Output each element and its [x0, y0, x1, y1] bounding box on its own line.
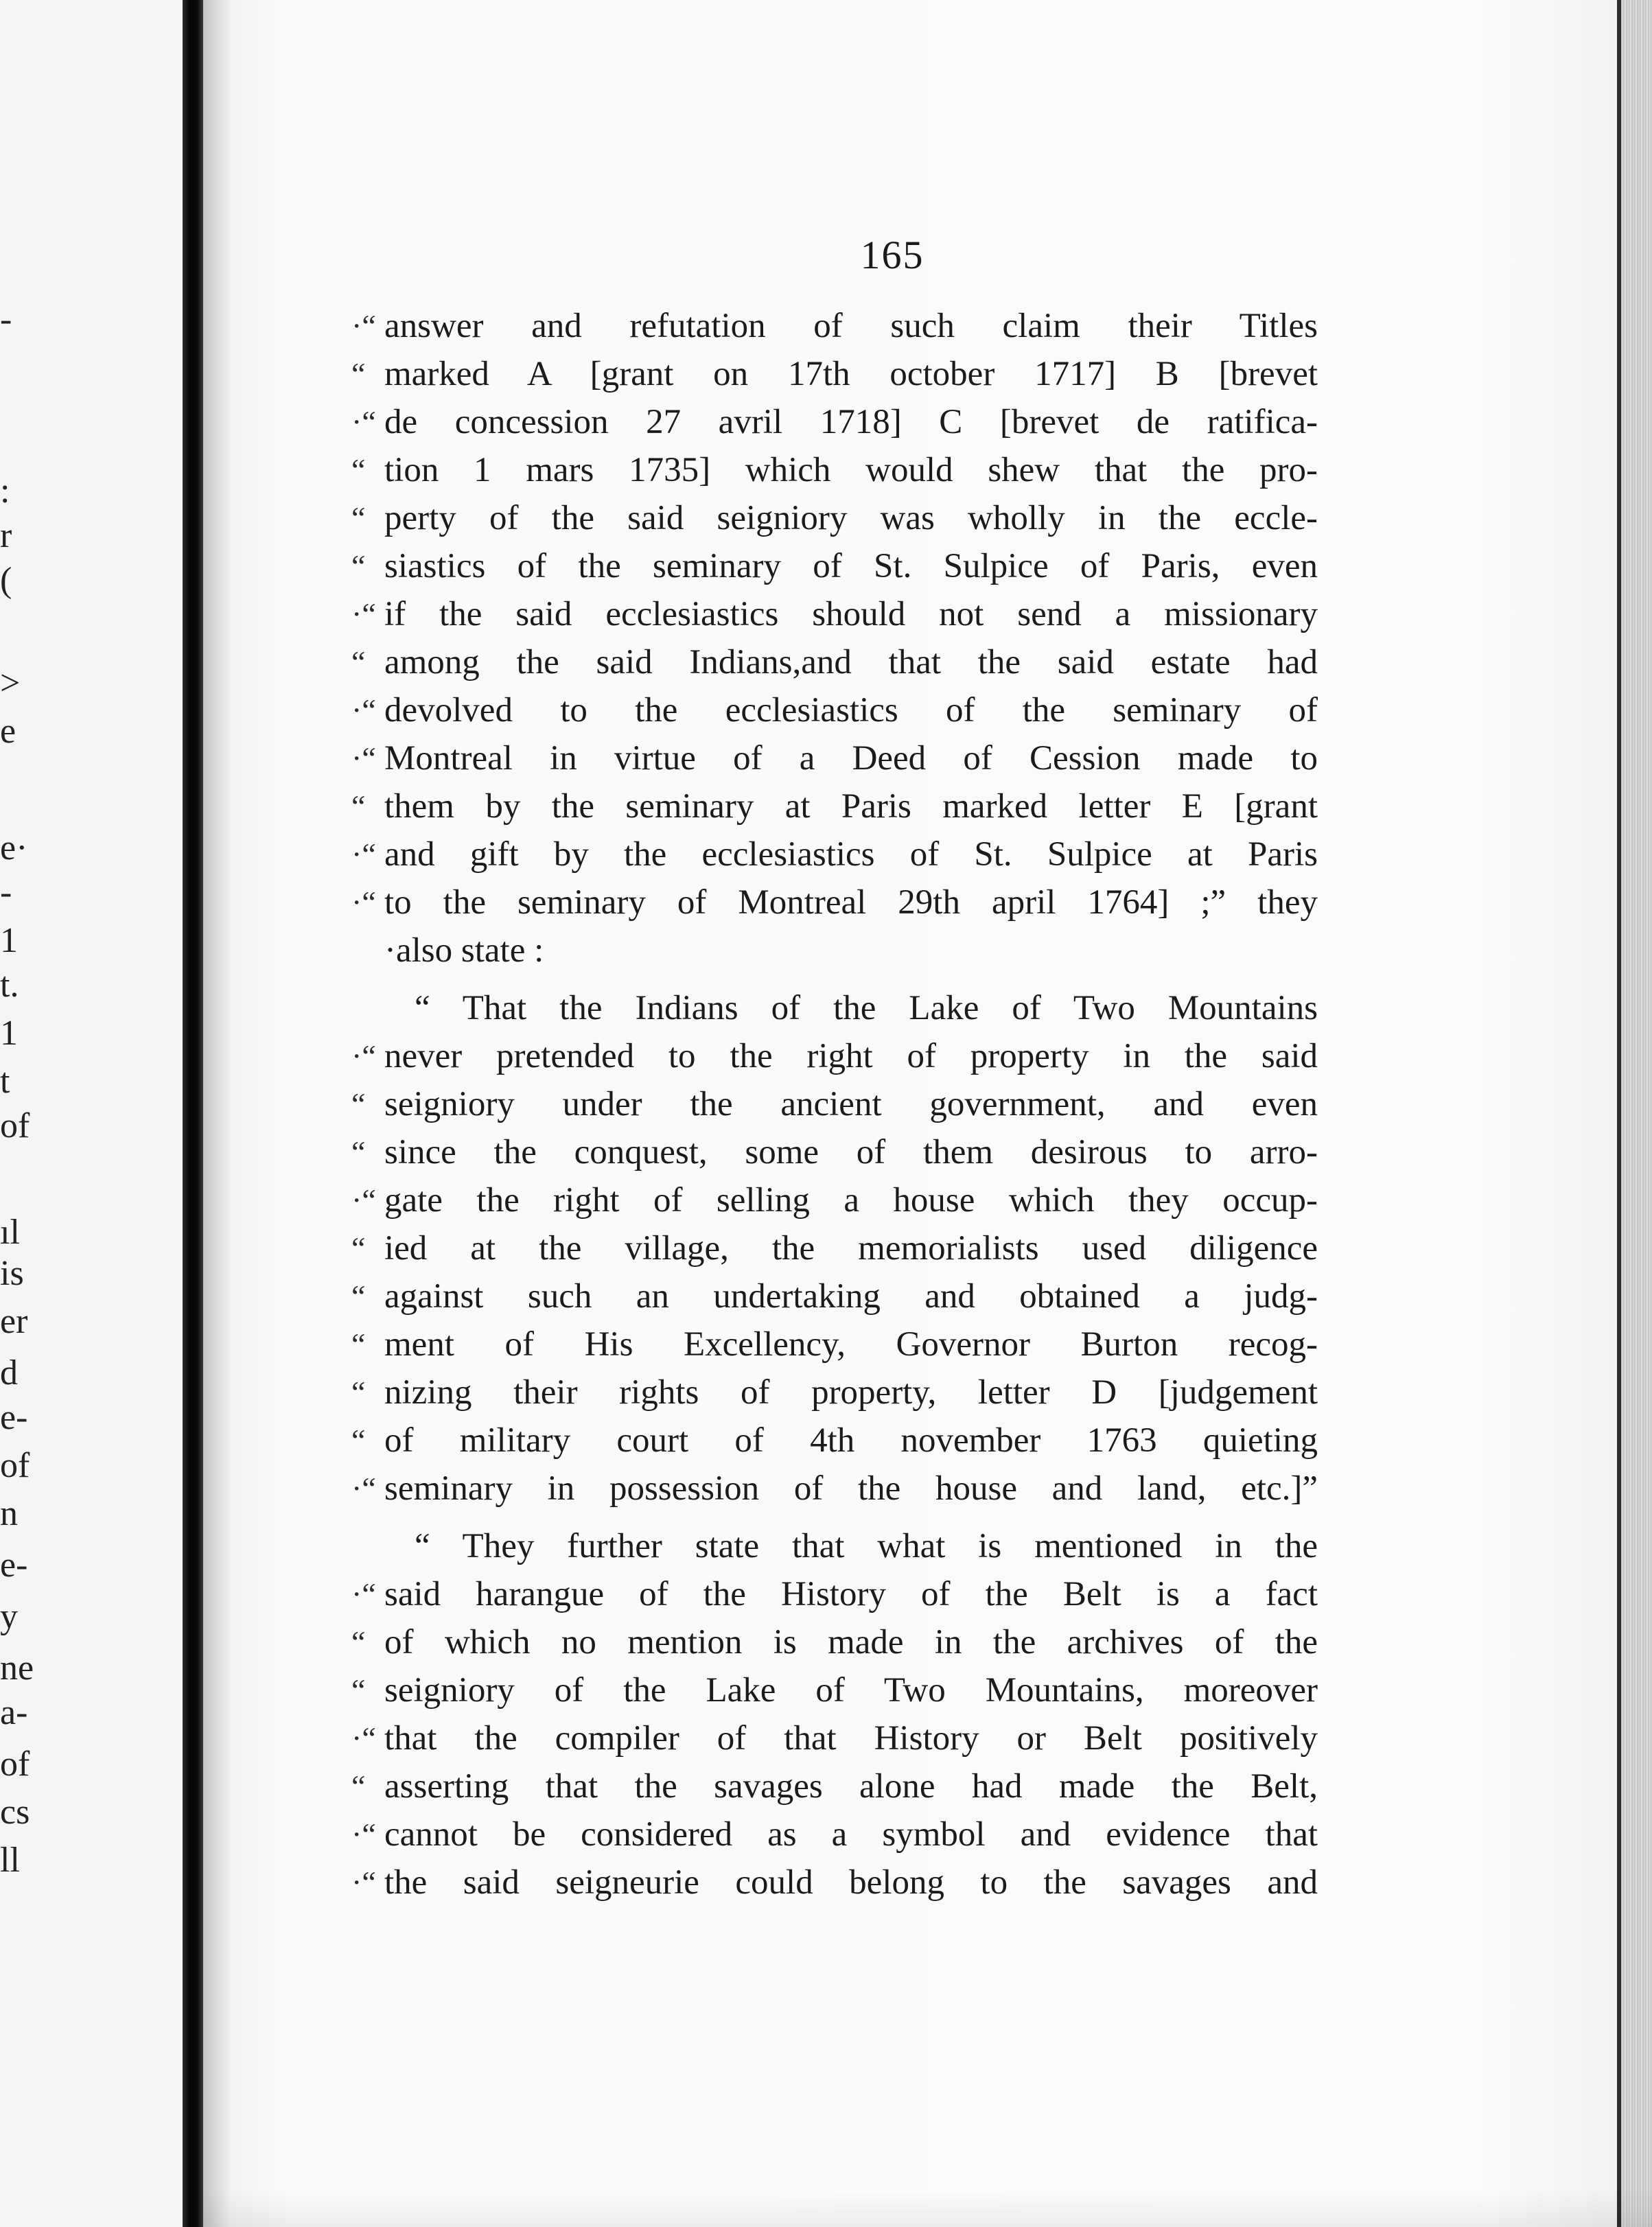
line-quote-mark: “	[351, 1672, 366, 1707]
text-line	[351, 1128, 1318, 1176]
line-text: “ They further state that what is mentioned in the	[415, 1527, 1318, 1565]
page-edge-line	[1617, 0, 1621, 2227]
line-quote-mark: ·“	[351, 1576, 376, 1611]
line-text: nizing their rights of property, letter D [judgement	[384, 1373, 1318, 1412]
line-text: marked A [grant on 17th october 1717] B [brevet	[384, 355, 1318, 393]
line-quote-mark: “	[351, 1375, 366, 1410]
line-quote-mark: “	[351, 789, 366, 824]
left-page-fragment: -	[0, 300, 12, 339]
line-quote-mark: ·“	[351, 404, 376, 439]
text-line	[351, 1224, 1318, 1272]
line-quote-mark: “	[351, 644, 366, 679]
text-line	[351, 1465, 1318, 1513]
line-quote-mark: ·“	[351, 1865, 376, 1900]
left-facing-page	[0, 0, 187, 2227]
line-text: against such an undertaking and obtained a judg-	[384, 1277, 1318, 1316]
line-text: never pretended to the right of property in the said	[384, 1037, 1318, 1075]
text-line	[351, 1416, 1318, 1465]
line-quote-mark: “	[351, 1279, 366, 1314]
text-line	[351, 1858, 1318, 1907]
line-text: tion 1 mars 1735] which would shew that the pro-	[384, 451, 1318, 489]
line-quote-mark: ·“	[351, 837, 376, 872]
text-line	[351, 1666, 1318, 1714]
line-quote-mark: ·“	[351, 692, 376, 727]
text-line	[351, 878, 1318, 926]
text-line	[384, 1522, 1318, 1570]
line-quote-mark: ·“	[351, 1721, 376, 1756]
line-text: if the said ecclesiastics should not send a missionary	[384, 595, 1318, 633]
text-line	[351, 1176, 1318, 1224]
left-page-fragment: er	[0, 1302, 28, 1341]
line-quote-mark: “	[351, 1134, 366, 1169]
paragraph-gap	[384, 1513, 1318, 1522]
text-line	[351, 302, 1318, 350]
line-quote-mark: ·“	[351, 1471, 376, 1506]
line-text: since the conquest, some of them desirous to arro-	[384, 1133, 1318, 1171]
line-text: ·also state :	[384, 931, 544, 970]
line-quote-mark: “	[351, 1624, 366, 1659]
left-page-fragment: t.	[0, 966, 19, 1005]
left-page-fragment: e	[0, 712, 16, 751]
left-page-fragment: 1	[0, 921, 18, 960]
line-text: ment of His Excellency, Governor Burton recog-	[384, 1325, 1318, 1364]
paragraph-gap	[384, 975, 1318, 984]
line-quote-mark: “	[351, 500, 366, 535]
line-quote-mark: “	[351, 1327, 366, 1362]
line-quote-mark: “	[351, 1769, 366, 1804]
left-page-fragment: e·	[0, 828, 28, 867]
line-quote-mark: ·“	[351, 1817, 376, 1852]
line-text: and gift by the ecclesiastics of St. Sulpice at Paris	[384, 835, 1318, 874]
text-line	[351, 398, 1318, 446]
line-text: de concession 27 avril 1718] C [brevet de ratifica-	[384, 403, 1318, 441]
left-page-fragment: :	[0, 471, 10, 511]
line-text: seigniory of the Lake of Two Mountains, moreover	[384, 1671, 1318, 1710]
left-page-fragment: d	[0, 1353, 18, 1392]
line-text: siastics of the seminary of St. Sulpice of Paris, even	[384, 547, 1318, 585]
line-quote-mark: “	[351, 1086, 366, 1121]
line-quote-mark: ·“	[351, 885, 376, 920]
left-page-fragment: is	[0, 1254, 24, 1293]
text-line	[351, 590, 1318, 638]
left-page-fragment: 1	[0, 1014, 18, 1053]
text-line	[351, 830, 1318, 878]
line-quote-mark: “	[351, 548, 366, 583]
left-page-fragment: e-	[0, 1398, 28, 1437]
text-line	[351, 542, 1318, 590]
line-text: that the compiler of that History or Belt positively	[384, 1719, 1318, 1758]
left-page-fragment: of	[0, 1745, 30, 1784]
text-line	[351, 1272, 1318, 1320]
text-line	[351, 350, 1318, 398]
line-text: cannot be considered as a symbol and evidence that	[384, 1815, 1318, 1854]
line-text: to the seminary of Montreal 29th april 1764] ;” they	[384, 883, 1318, 922]
line-quote-mark: ·“	[351, 596, 376, 631]
text-line	[351, 1570, 1318, 1618]
text-line	[351, 1080, 1318, 1128]
line-quote-mark: “	[351, 1231, 366, 1266]
text-line	[384, 926, 1318, 975]
left-page-fragment: -	[0, 873, 12, 912]
page-stack-edge	[1617, 0, 1652, 2227]
line-text: them by the seminary at Paris marked letter E [grant	[384, 787, 1318, 826]
left-page-fragment: r	[0, 516, 12, 555]
left-page-fragment: e-	[0, 1546, 28, 1585]
text-line	[351, 1368, 1318, 1416]
left-page-fragment: ne	[0, 1648, 34, 1688]
text-line	[351, 1320, 1318, 1368]
line-text: of military court of 4th november 1763 quieting	[384, 1421, 1318, 1460]
left-page-fragment: t	[0, 1062, 10, 1101]
line-quote-mark: “	[351, 1423, 366, 1458]
line-quote-mark: ·“	[351, 1038, 376, 1073]
left-page-fragment: n	[0, 1494, 18, 1533]
line-text: said harangue of the History of the Belt is a fact	[384, 1575, 1318, 1613]
text-line	[351, 1714, 1318, 1762]
line-text: gate the right of selling a house which they occup-	[384, 1181, 1318, 1220]
left-page-fragment: ıl	[0, 1213, 20, 1252]
text-line	[351, 1810, 1318, 1858]
left-page-fragment: (	[0, 561, 12, 600]
line-quote-mark: ·“	[351, 1182, 376, 1217]
left-page-fragment: of	[0, 1106, 30, 1145]
line-text: seminary in possession of the house and land, etc.]”	[384, 1469, 1318, 1508]
text-line	[351, 494, 1318, 542]
line-text: seigniory under the ancient government, and even	[384, 1085, 1318, 1123]
line-text: among the said Indians,and that the said estate had	[384, 643, 1318, 681]
left-page-fragment: a-	[0, 1693, 28, 1732]
line-text: answer and refutation of such claim their Titles	[384, 307, 1318, 345]
line-text: the said seigneurie could belong to the savages and	[384, 1863, 1318, 1902]
left-page-fragment: cs	[0, 1793, 30, 1832]
text-line	[351, 686, 1318, 734]
text-line	[351, 638, 1318, 686]
bottom-shadow	[203, 2189, 1652, 2227]
line-quote-mark: “	[351, 452, 366, 487]
book-gutter	[183, 0, 203, 2227]
text-line	[351, 734, 1318, 782]
text-line	[351, 1032, 1318, 1080]
line-text: of which no mention is made in the archives of the	[384, 1623, 1318, 1661]
text-line	[351, 782, 1318, 830]
left-page-text-fragments	[0, 0, 187, 2227]
text-line	[351, 1762, 1318, 1810]
line-text: “ That the Indians of the Lake of Two Mountains	[415, 989, 1318, 1027]
line-text: perty of the said seigniory was wholly in the eccle-	[384, 499, 1318, 537]
left-page-fragment: >	[0, 664, 21, 703]
line-text: Montreal in virtue of a Deed of Cession made to	[384, 739, 1318, 778]
text-line	[384, 984, 1318, 1032]
left-page-fragment: of	[0, 1446, 30, 1485]
line-text: asserting that the savages alone had made the Belt,	[384, 1767, 1318, 1806]
text-line	[351, 1618, 1318, 1666]
page-number: 165	[860, 233, 924, 277]
left-page-fragment: ll	[0, 1841, 20, 1880]
line-text: devolved to the ecclesiastics of the seminary of	[384, 691, 1318, 730]
line-quote-mark: “	[351, 356, 366, 391]
gutter-shadow	[203, 0, 231, 2227]
line-quote-mark: ·“	[351, 741, 376, 776]
text-line	[351, 446, 1318, 494]
body-text	[351, 302, 1318, 1907]
line-quote-mark: ·“	[351, 308, 376, 343]
left-page-fragment: y	[0, 1597, 18, 1636]
line-text: ied at the village, the memorialists used diligence	[384, 1229, 1318, 1268]
